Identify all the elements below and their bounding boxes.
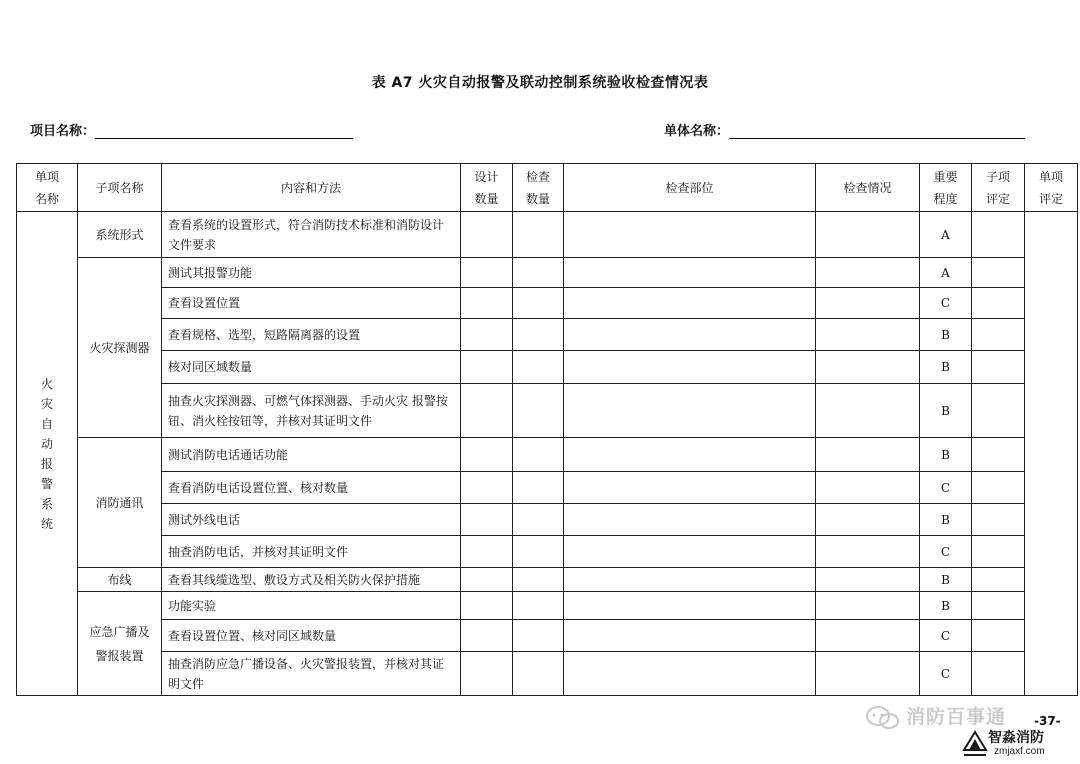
check-location-cell[interactable] xyxy=(564,472,816,504)
check-location-cell[interactable] xyxy=(564,258,816,288)
unit-name-field xyxy=(664,120,1025,139)
check-location-cell[interactable] xyxy=(564,319,816,351)
check-status-cell[interactable] xyxy=(816,288,920,319)
design-qty-cell[interactable] xyxy=(461,351,513,384)
table-row xyxy=(17,504,1078,536)
design-qty-cell[interactable] xyxy=(461,258,513,288)
importance-cell: B xyxy=(920,351,972,384)
check-location-cell[interactable] xyxy=(564,438,816,472)
table-row xyxy=(17,438,1078,472)
sub-item-eval-cell[interactable] xyxy=(972,258,1025,288)
check-status-cell[interactable] xyxy=(816,258,920,288)
header-sub-item-name: 子项名称 xyxy=(78,164,162,212)
check-qty-cell[interactable] xyxy=(513,536,564,568)
sub-item-eval-cell[interactable] xyxy=(972,351,1025,384)
check-qty-cell[interactable] xyxy=(513,212,564,258)
table-row xyxy=(17,258,1078,288)
content-cell: 查看系统的设置形式，符合消防技术标准和消防设计文件要求 xyxy=(162,212,461,258)
design-qty-cell[interactable] xyxy=(461,536,513,568)
content-cell: 测试外线电话 xyxy=(162,504,461,536)
sub-item-name: 火灾探测器 xyxy=(78,258,162,438)
check-location-cell[interactable] xyxy=(564,536,816,568)
sub-item-eval-cell[interactable] xyxy=(972,620,1025,652)
importance-cell: C xyxy=(920,288,972,319)
header-single-item-name: 单项 名称 xyxy=(17,164,78,212)
importance-cell: B xyxy=(920,504,972,536)
check-status-cell[interactable] xyxy=(816,472,920,504)
content-cell: 核对同区域数量 xyxy=(162,351,461,384)
header-design-qty: 设计 数量 xyxy=(461,164,513,212)
page-title: 表 A7 火灾自动报警及联动控制系统验收检查情况表 xyxy=(371,75,709,91)
design-qty-cell[interactable] xyxy=(461,438,513,472)
check-location-cell[interactable] xyxy=(564,652,816,696)
content-cell: 测试其报警功能 xyxy=(162,258,461,288)
project-name-label: 项目名称： xyxy=(30,124,96,139)
check-status-cell[interactable] xyxy=(816,536,920,568)
importance-cell: B xyxy=(920,568,972,592)
content-cell: 查看设置位置 xyxy=(162,288,461,319)
header-content-method: 内容和方法 xyxy=(162,164,461,212)
check-location-cell[interactable] xyxy=(564,592,816,620)
header-sub-item-eval: 子项 评定 xyxy=(972,164,1025,212)
table-row xyxy=(17,384,1078,438)
check-qty-cell[interactable] xyxy=(513,568,564,592)
design-qty-cell[interactable] xyxy=(461,504,513,536)
design-qty-cell[interactable] xyxy=(461,212,513,258)
check-status-cell[interactable] xyxy=(816,592,920,620)
design-qty-cell[interactable] xyxy=(461,472,513,504)
sub-item-eval-cell[interactable] xyxy=(972,319,1025,351)
design-qty-cell[interactable] xyxy=(461,384,513,438)
check-qty-cell[interactable] xyxy=(513,504,564,536)
single-item-eval-cell[interactable] xyxy=(1025,212,1078,696)
sub-item-eval-cell[interactable] xyxy=(972,536,1025,568)
header-check-status: 检查情况 xyxy=(816,164,920,212)
table-row xyxy=(17,620,1078,652)
check-qty-cell[interactable] xyxy=(513,258,564,288)
sub-item-eval-cell[interactable] xyxy=(972,288,1025,319)
sub-item-eval-cell[interactable] xyxy=(972,438,1025,472)
content-cell: 抽查消防应急广播设备、火灾警报装置，并核对其证明文件 xyxy=(162,652,461,696)
check-status-cell[interactable] xyxy=(816,384,920,438)
check-status-cell[interactable] xyxy=(816,212,920,258)
sub-item-eval-cell[interactable] xyxy=(972,592,1025,620)
table-row xyxy=(17,319,1078,351)
logo-mark-icon xyxy=(962,730,988,758)
check-status-cell[interactable] xyxy=(816,620,920,652)
design-qty-cell[interactable] xyxy=(461,568,513,592)
check-status-cell[interactable] xyxy=(816,652,920,696)
sub-item-name: 布线 xyxy=(78,568,162,592)
importance-cell: C xyxy=(920,536,972,568)
check-location-cell[interactable] xyxy=(564,288,816,319)
check-status-cell[interactable] xyxy=(816,351,920,384)
design-qty-cell[interactable] xyxy=(461,288,513,319)
design-qty-cell[interactable] xyxy=(461,319,513,351)
header-check-qty: 检查 数量 xyxy=(513,164,564,212)
check-qty-cell[interactable] xyxy=(513,620,564,652)
check-qty-cell[interactable] xyxy=(513,592,564,620)
table-row xyxy=(17,536,1078,568)
check-status-cell[interactable] xyxy=(816,319,920,351)
project-name-blank xyxy=(95,124,353,139)
check-location-cell[interactable] xyxy=(564,384,816,438)
content-cell: 查看设置位置、核对同区域数量 xyxy=(162,620,461,652)
importance-cell: A xyxy=(920,258,972,288)
design-qty-cell[interactable] xyxy=(461,620,513,652)
sub-item-name: 应急广播及警报装置 xyxy=(78,592,162,696)
check-qty-cell[interactable] xyxy=(513,319,564,351)
sub-item-name: 消防通讯 xyxy=(78,438,162,568)
design-qty-cell[interactable] xyxy=(461,652,513,696)
logo-url: zmjaxf.com xyxy=(994,746,1045,757)
table-row xyxy=(17,592,1078,620)
check-qty-cell[interactable] xyxy=(513,652,564,696)
importance-cell: C xyxy=(920,620,972,652)
check-location-cell[interactable] xyxy=(564,212,816,258)
sub-item-eval-cell[interactable] xyxy=(972,472,1025,504)
check-qty-cell[interactable] xyxy=(513,438,564,472)
logo-name: 智淼消防 xyxy=(988,730,1044,746)
table-row xyxy=(17,212,1078,258)
watermark-text: 消防百事通 xyxy=(906,706,1007,728)
importance-cell: B xyxy=(920,384,972,438)
importance-cell: C xyxy=(920,652,972,696)
check-location-cell[interactable] xyxy=(564,620,816,652)
unit-name-blank xyxy=(729,124,1025,139)
check-qty-cell[interactable] xyxy=(513,288,564,319)
check-status-cell[interactable] xyxy=(816,568,920,592)
content-cell: 查看消防电话设置位置、核对数量 xyxy=(162,472,461,504)
header-importance: 重要 程度 xyxy=(920,164,972,212)
project-name-field xyxy=(30,120,353,139)
sub-item-name: 系统形式 xyxy=(78,212,162,258)
sub-item-eval-cell[interactable] xyxy=(972,652,1025,696)
header-single-item-eval: 单项 评定 xyxy=(1025,164,1078,212)
check-status-cell[interactable] xyxy=(816,504,920,536)
sub-item-eval-cell[interactable] xyxy=(972,568,1025,592)
sub-item-eval-cell[interactable] xyxy=(972,212,1025,258)
content-cell: 功能实验 xyxy=(162,592,461,620)
check-location-cell[interactable] xyxy=(564,504,816,536)
check-qty-cell[interactable] xyxy=(513,384,564,438)
sub-item-eval-cell[interactable] xyxy=(972,504,1025,536)
header-check-location: 检查部位 xyxy=(564,164,816,212)
importance-cell: B xyxy=(920,319,972,351)
design-qty-cell[interactable] xyxy=(461,592,513,620)
importance-cell: A xyxy=(920,212,972,258)
content-cell: 抽查火灾探测器、可燃气体探测器、手动火灾 报警按钮、消火栓按钮等，并核对其证明文件 xyxy=(162,384,461,438)
table-header-row xyxy=(17,164,1078,212)
content-cell: 抽查消防电话，并核对其证明文件 xyxy=(162,536,461,568)
table-row xyxy=(17,568,1078,592)
table-row xyxy=(17,288,1078,319)
check-status-cell[interactable] xyxy=(816,438,920,472)
unit-name-label: 单体名称： xyxy=(664,124,730,139)
page-number: -37- xyxy=(1034,714,1061,728)
importance-cell: C xyxy=(920,472,972,504)
check-qty-cell[interactable] xyxy=(513,472,564,504)
sub-item-eval-cell[interactable] xyxy=(972,384,1025,438)
check-location-cell[interactable] xyxy=(564,568,816,592)
table-row xyxy=(17,652,1078,696)
table-row xyxy=(17,351,1078,384)
system-name-cell: 火 灾 自 动 报 警 系 统 xyxy=(17,212,78,696)
table-row xyxy=(17,472,1078,504)
check-qty-cell[interactable] xyxy=(513,351,564,384)
importance-cell: B xyxy=(920,592,972,620)
content-cell: 查看其线缆选型、敷设方式及相关防火保护措施 xyxy=(162,568,461,592)
content-cell: 测试消防电话通话功能 xyxy=(162,438,461,472)
importance-cell: B xyxy=(920,438,972,472)
acceptance-table xyxy=(16,163,1078,696)
content-cell: 查看规格、选型，短路隔离器的设置 xyxy=(162,319,461,351)
wechat-icon xyxy=(864,705,904,731)
check-location-cell[interactable] xyxy=(564,351,816,384)
